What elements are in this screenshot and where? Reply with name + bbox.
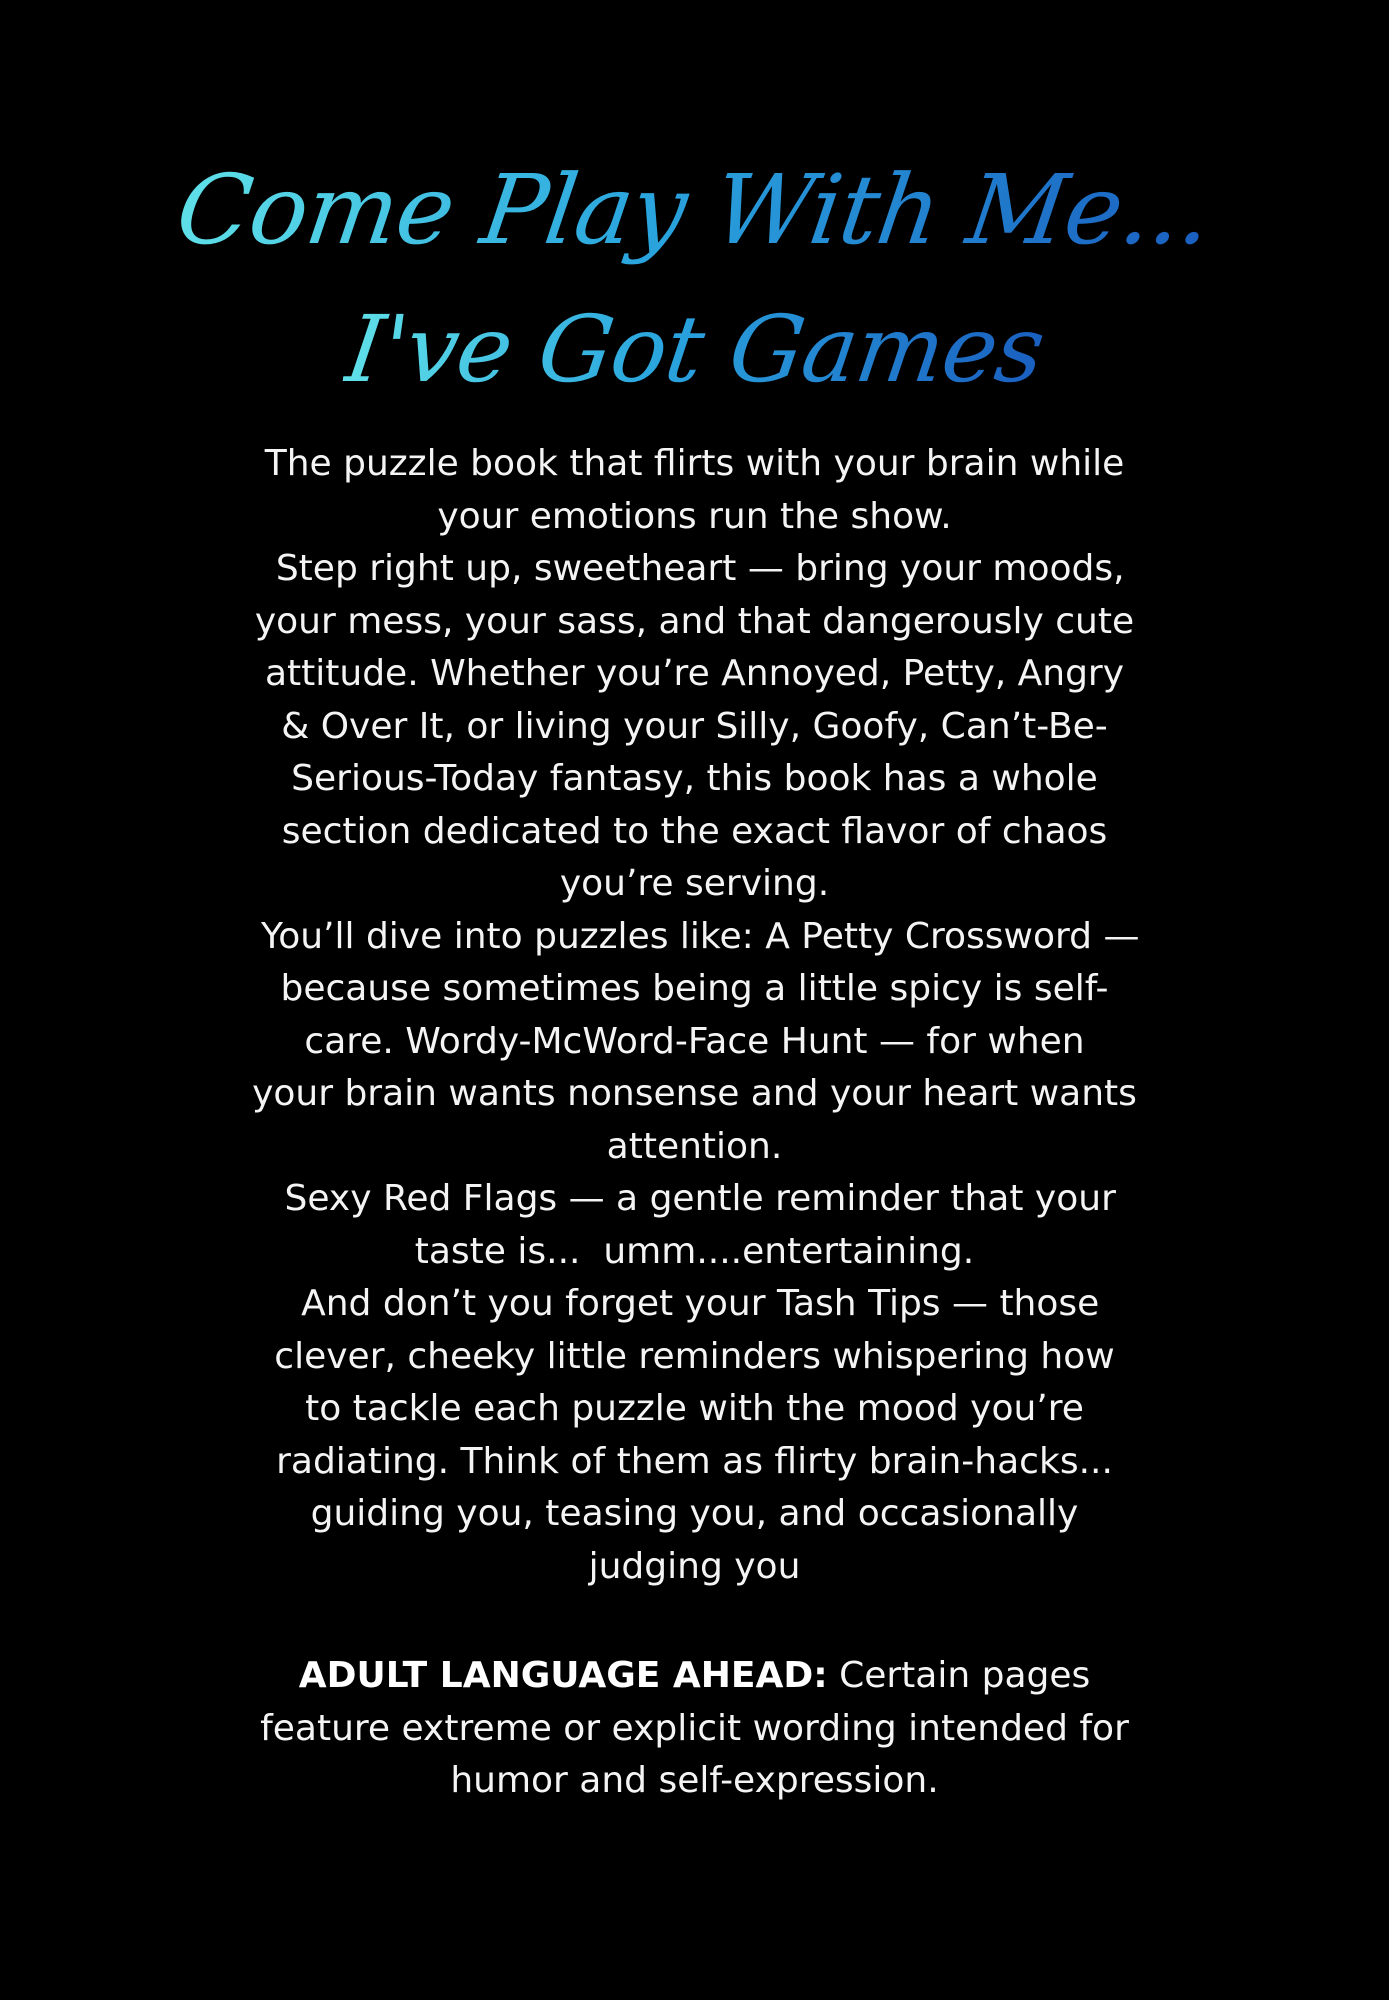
description-line: Serious-Today fantasy, this book has a whole — [291, 758, 1098, 799]
title-line-2-text: I've Got Games — [338, 290, 1051, 410]
description-line: you’re serving. — [559, 863, 830, 904]
description-line: your mess, your sass, and that dangerously cute — [254, 600, 1135, 642]
description-line: because sometimes being a little spicy is self- — [280, 968, 1109, 1009]
description-line: attention. — [606, 1125, 783, 1167]
warning-label: ADULT LANGUAGE AHEAD: — [298, 1655, 828, 1696]
warning-line-3: humor and self-expression. — [450, 1760, 939, 1801]
description-line: section dedicated to the exact flavor of chaos — [281, 810, 1108, 852]
description-line: The puzzle book that flirts with your brain while — [264, 443, 1125, 484]
description-line: radiating. Think of them as flirty brain-hacks... — [276, 1440, 1113, 1482]
description-line: to tackle each puzzle with the mood you’re — [305, 1388, 1084, 1429]
description-line: You’ll dive into puzzles like: A Petty Crossword — — [249, 915, 1140, 957]
description-line: Sexy Red Flags — a gentle reminder that your — [273, 1178, 1116, 1219]
description-line: Step right up, sweetheart — bring your moods, — [264, 548, 1125, 589]
description-line: your brain wants nonsense and your heart wants — [252, 1073, 1137, 1114]
adult-language-warning — [0, 1650, 1389, 1808]
warning-line-2: feature extreme or explicit wording intended for — [260, 1707, 1129, 1749]
title-line-2 — [0, 290, 1389, 410]
description-line: your emotions run the show. — [437, 495, 952, 537]
description-line: clever, cheeky little reminders whispering how — [274, 1335, 1115, 1377]
description-line: And don’t you forget your Tash Tips — those — [289, 1283, 1100, 1324]
description-line: & Over It, or living your Silly, Goofy, Can’t-Be- — [281, 705, 1108, 747]
warning-line-1-rest: Certain pages — [827, 1655, 1091, 1696]
warning-line-1 — [0, 1650, 1389, 1703]
description-line: attitude. Whether you’re Annoyed, Petty, Angry — [264, 653, 1125, 694]
description-line: care. Wordy-McWord-Face Hunt — for when — [304, 1020, 1085, 1062]
title-line-1-text: Come Play With Me... — [170, 150, 1219, 270]
description-line: taste is... umm....entertaining. — [414, 1230, 975, 1272]
description-line: judging you — [588, 1545, 801, 1587]
description-line: guiding you, teasing you, and occasionally — [310, 1493, 1079, 1534]
title-line-1 — [0, 150, 1389, 270]
description-text — [0, 438, 1389, 1593]
